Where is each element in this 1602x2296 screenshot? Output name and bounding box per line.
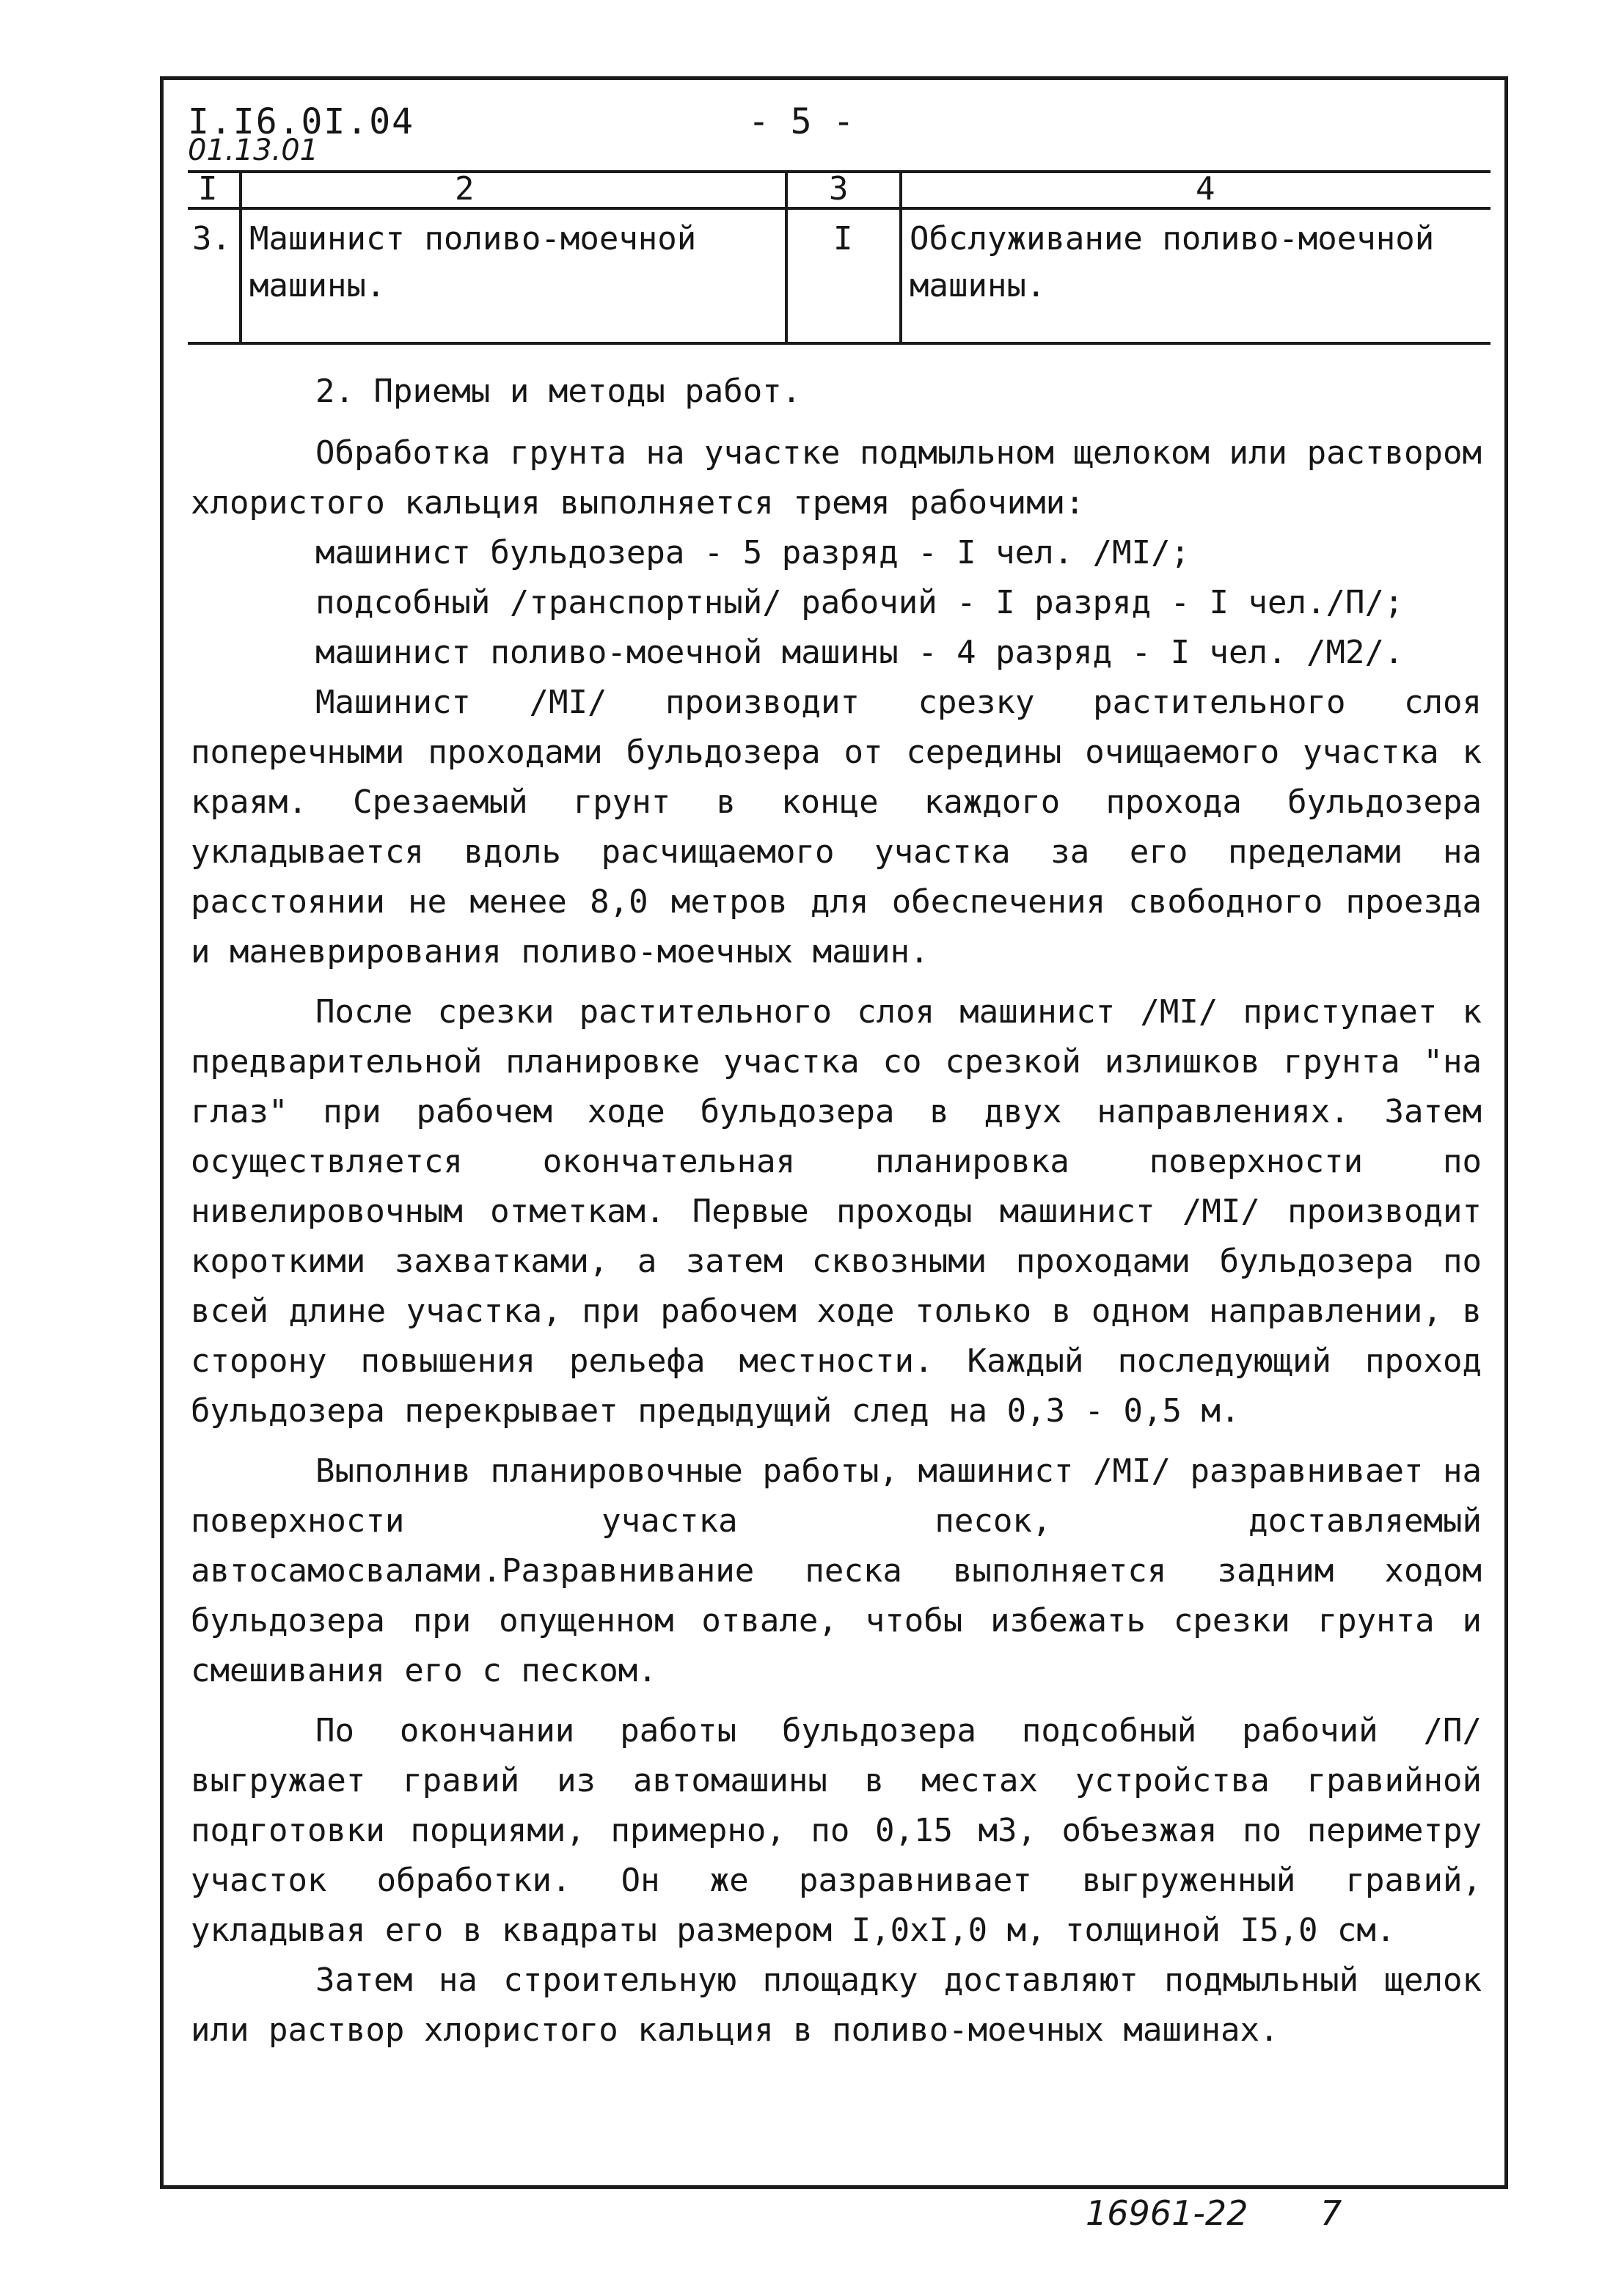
- sheet-number: 7: [1320, 2193, 1342, 2233]
- table-cell-profession-line1: Машинист поливо-моечной: [249, 220, 697, 257]
- table-col-divider-3: [899, 170, 902, 343]
- list-item: машинист бульдозера - 5 разряд - I чел. /МI/;: [315, 534, 1190, 571]
- table-col-divider-1: [239, 170, 242, 343]
- document-code: I.I6.0I.04: [188, 101, 414, 142]
- table-col-number-1: I: [198, 170, 218, 208]
- table-bottom-rule: [188, 342, 1491, 345]
- table-cell-duty-line1: Обслуживание поливо-моечной: [910, 220, 1435, 257]
- table-row-number: 3.: [192, 220, 231, 257]
- archive-stamp: 16961-22: [1086, 2193, 1248, 2233]
- paragraph-4: Выполнив планировочные работы, машинист /МI/ разравнивает на поверхности участка песок, доставляемый автосамосвалами.Разравнивание песка выполняется задним ходом бульдозера при опущенном отвале, чтобы избежать срезки грунта и смешивания его с песком.: [191, 1452, 1482, 1689]
- table-cell-count: I: [833, 220, 853, 257]
- document-code-handwritten: 01.13.01: [188, 134, 319, 167]
- table-cell-duty-line2: машины.: [910, 267, 1046, 304]
- table-col-number-3: 3: [829, 170, 849, 208]
- paragraph-6: Затем на строительную площадку доставляют подмыльный щелок или раствор хлористого кальция в поливо-моечных машинах.: [191, 1962, 1482, 2049]
- paragraph-1: Обработка грунта на участке подмыльном щелоком или раствором хлористого кальция выполняется тремя рабочими:: [191, 434, 1482, 522]
- list-item: подсобный /транспортный/ рабочий - I разряд - I чел./П/;: [315, 584, 1404, 621]
- table-col-divider-2: [785, 170, 788, 343]
- table-col-number-4: 4: [1196, 170, 1215, 208]
- paragraph-5: По окончании работы бульдозера подсобный рабочий /П/ выгружает гравий из автомашины в местах устройства гравийной подготовки порциями, примерно, по 0,15 м3, объезжая по периметру участок обработки. Он же разравнивает выгруженный гравий, укладывая его в квадраты размером I,0xI,0 м, толщиной I5,0 см.: [191, 1712, 1482, 1949]
- table-col-number-2: 2: [455, 170, 475, 208]
- paragraph-3: После срезки растительного слоя машинист /МI/ приступает к предварительной планировке участка со срезкой излишков грунта "на глаз" при рабочем ходе бульдозера в двух направлениях. Затем осуществляется окончательная планировка поверхности по нивелировочным отметкам. Первые проходы машинист /МI/ производит короткими захватками, а затем сквозными проходами бульдозера по всей длине участка, при рабочем ходе только в одном направлении, в сторону повышения рельефа местности. Каждый последующий проход бульдозера перекрывает предыдущий след на 0,3 - 0,5 м.: [191, 993, 1482, 1430]
- list-item: машинист поливо-моечной машины - 4 разряд - I чел. /М2/.: [315, 634, 1404, 671]
- body-text: [191, 367, 1482, 2055]
- section-heading: 2. Приемы и методы работ.: [315, 373, 802, 410]
- table-cell-profession-line2: машины.: [249, 267, 386, 304]
- paragraph-2: Машинист /МI/ производит срезку растительного слоя поперечными проходами бульдозера от середины очищаемого участка к краям. Срезаемый грунт в конце каждого прохода бульдозера укладывается вдоль расчищаемого участка за его пределами на расстоянии не менее 8,0 метров для обеспечения свободного проезда и маневрирования поливо-моечных машин.: [191, 684, 1482, 970]
- page-number: - 5 -: [748, 101, 855, 142]
